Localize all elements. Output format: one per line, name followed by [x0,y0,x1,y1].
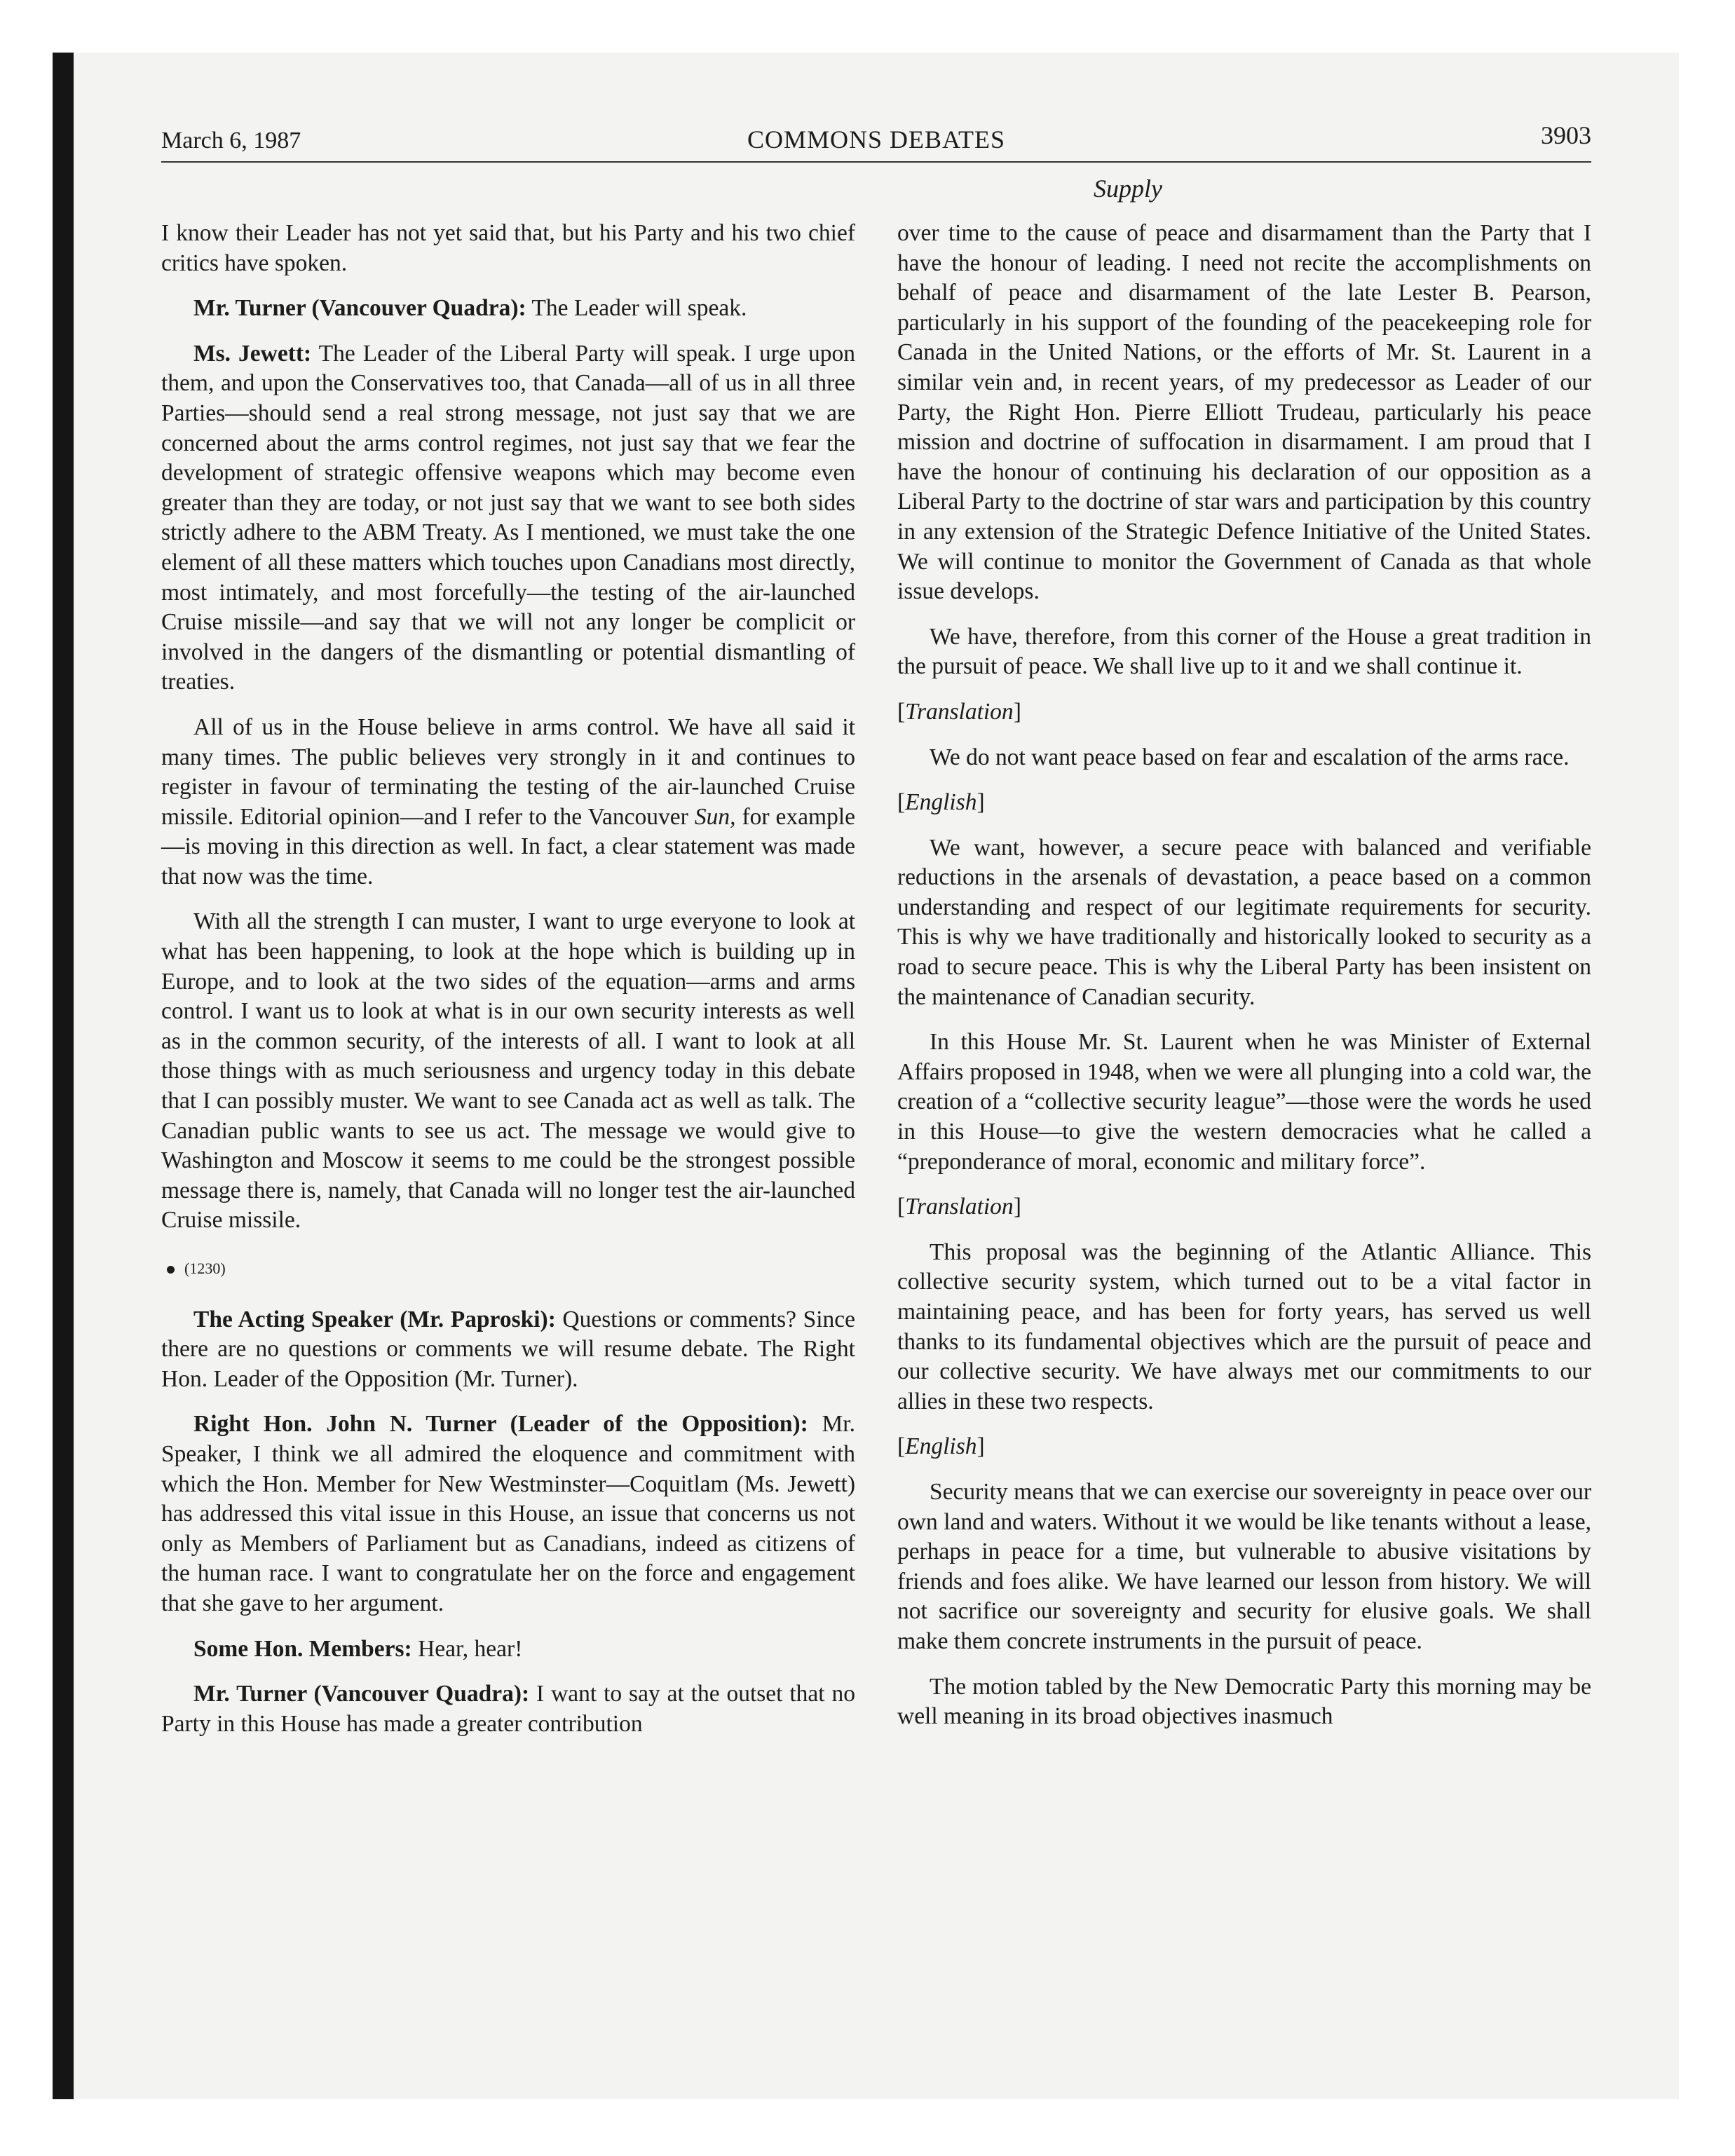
speech-text: The Leader will speak. [526,295,747,322]
speaker-name: Ms. Jewett: [193,340,312,367]
paragraph: We do not want peace based on fear and escalation of the arms race. [930,744,1570,770]
speech-paragraph [161,1679,855,1739]
paragraph: In this House Mr. St. Laurent when he was Minister of External Affairs proposed in 1948, when we were all plunging into a cold war, the creation of a “collective security league”—those were the words he used in this House—to give the western democracies what he called a “preponderance of moral, economic and military force”. [897,1029,1591,1175]
paragraph: This proposal was the beginning of the Atlantic Alliance. This collective security system, which turned out to be a vital factor in maintaining peace, and has been for forty years, has served us well thanks to its fundamental objectives which are the pursuit of peace and our collective security. We have always met our commitments to our allies in these two respects. [897,1239,1591,1414]
left-column [161,219,855,1754]
language-tag-text: Translation [905,698,1014,725]
paragraph: over time to the cause of peace and disarmament than the Party that I have the honour of leading. I need not recite the accomplishments on behalf of peace and disarmament of the late Lester B. Pearson, particularly in his support of the founding of the peacekeeping role for Canada in the United Nations, or the efforts of Mr. St. Laurent in a similar vein and, in recent years, of my predecessor as Leader of our Party, the Right Hon. Pierre Elliott Trudeau, particularly his peace mission and doctrine of suffocation in disarmament. I am proud that I have the honour of continuing his declaration of our opposition as a Liberal Party to the doctrine of star wars and participation by this country in any extension of the Strategic Defence Initiative of the United States. We will continue to monitor the Government of Canada as that whole issue develops. [897,220,1591,605]
language-tag-text: Translation [905,1194,1014,1220]
speech-paragraph [161,339,855,697]
speaker-name: Some Hon. Members: [193,1635,412,1662]
speaker-name: Right Hon. John N. Turner (Leader of the Opposition): [193,1411,808,1438]
page-header [161,119,1591,163]
speaker-name: Mr. Turner (Vancouver Quadra): [193,295,526,322]
language-tag-text: English [905,789,977,816]
speech-text: Mr. Speaker, I think we all admired the eloquence and commitment with which the Hon. Member for New Westminster—Coquitlam (Ms. Jewett) has addressed this vital issue in this House, an issue that concerns us not only as Members of Parliament but as Canadians, indeed as citizens of the human race. I want to congratulate her on the force and engagement that she gave to her argument. [161,1411,855,1616]
section-title: Supply [1094,175,1162,203]
header-page-number: 3903 [1541,121,1591,149]
speech-text: Hear, hear! [411,1635,523,1662]
speech-text: I want to say at the outset that no Party in this House has made a greater contribution [161,1681,855,1737]
paragraph: We have, therefore, from this corner of the House a great tradition in the pursuit of peace. We shall live up to it and we shall continue it. [897,623,1591,680]
document-page [161,119,1591,1913]
paragraph-text: All of us in the House believe in arms control. We have all said it many times. The public believes very strongly in it and continues to register in favour of terminating the testing of the air-launched Cruise missile. Editorial opinion—and I refer to the Vancouver [161,714,855,830]
speech-paragraph [161,1635,855,1665]
speech-paragraph [161,1305,855,1395]
speech-paragraph [161,1410,855,1618]
binding-edge [53,53,74,2099]
speaker-name: Mr. Turner (Vancouver Quadra): [193,1681,530,1707]
paragraph: We want, however, a secure peace with balanced and verifiable reductions in the arsenals of devastation, a peace based on a common understanding and respect of our legitimate requirements for security. This is why we have traditionally and historically looked to security as a road to secure peace. This is why the Liberal Party has been insistent on the maintenance of Canadian security. [897,834,1591,1010]
speech-text: Questions or comments? Since there are no questions or comments we will resume debate. The Right Hon. Leader of the Opposition (Mr. Turner). [161,1306,855,1392]
paragraph: The motion tabled by the New Democratic Party this morning may be well meaning in its broad objectives inasmuch [897,1673,1591,1730]
paragraph: I know their Leader has not yet said that, but his Party and his two chief critics have spoken. [161,220,855,276]
paragraph [161,713,855,892]
speaker-name: The Acting Speaker (Mr. Paproski): [193,1306,556,1332]
language-tag-text: English [905,1433,977,1460]
header-date: March 6, 1987 [161,128,301,153]
header-title: COMMONS DEBATES [747,125,1006,153]
time-marker [167,1254,855,1284]
speech-paragraph [161,294,855,324]
right-column [897,219,1591,1747]
time-marker-text: (1230) [184,1260,226,1277]
language-tag: [Translation] [897,698,1021,725]
language-tag: [English] [897,1433,985,1460]
newspaper-title: Sun, [694,803,736,830]
paragraph: Security means that we can exercise our sovereignty in peace over our own land and waters. Without it we would be like tenants without a lease, perhaps in peace for a time, but vulnerable to abusive visitations by friends and foes alike. We have learned our lesson from history. We will not sacrifice our sovereignty and security for elusive goals. We shall make them concrete instruments in the pursuit of peace. [897,1478,1591,1654]
paragraph: With all the strength I can muster, I want to urge everyone to look at what has been happening, to look at the hope which is building up in Europe, and to look at the two sides of the equation—arms and arms control. I want us to look at what is in our own security interests as well as in the common security, of the interests of all. I want to look at all those things with as much seriousness and urgency today in this debate that I can possibly muster. We want to see Canada act as well as talk. The Canadian public wants to see us act. The message we would give to Washington and Moscow it seems to me could be the strongest possible message there is, namely, that Canada will no longer test the air-launched Cruise missile. [161,908,855,1234]
language-tag: [English] [897,789,985,816]
paragraph-text: for example—is moving in this direction as well. In fact, a clear statement was made that now was the time. [161,803,855,889]
language-tag: [Translation] [897,1194,1021,1220]
bullet-icon [167,1266,175,1274]
speech-text: The Leader of the Liberal Party will speak. I urge upon them, and upon the Conservatives too, that Canada—all of us in all three Parties—should send a real strong message, not just say that we are concerned about the arms control regimes, not just say that we fear the development of strategic offensive weapons which may become even greater than they are today, or not just say that we want to see both sides strictly adhere to the ABM Treaty. As I mentioned, we must take the one element of all these matters which touches upon Canadians most directly, most intimately, and most forcefully—the testing of the air-launched Cruise missile—and say that we will not any longer be complicit or involved in the dangers of the dismantling or potential dismantling of treaties. [161,340,855,695]
